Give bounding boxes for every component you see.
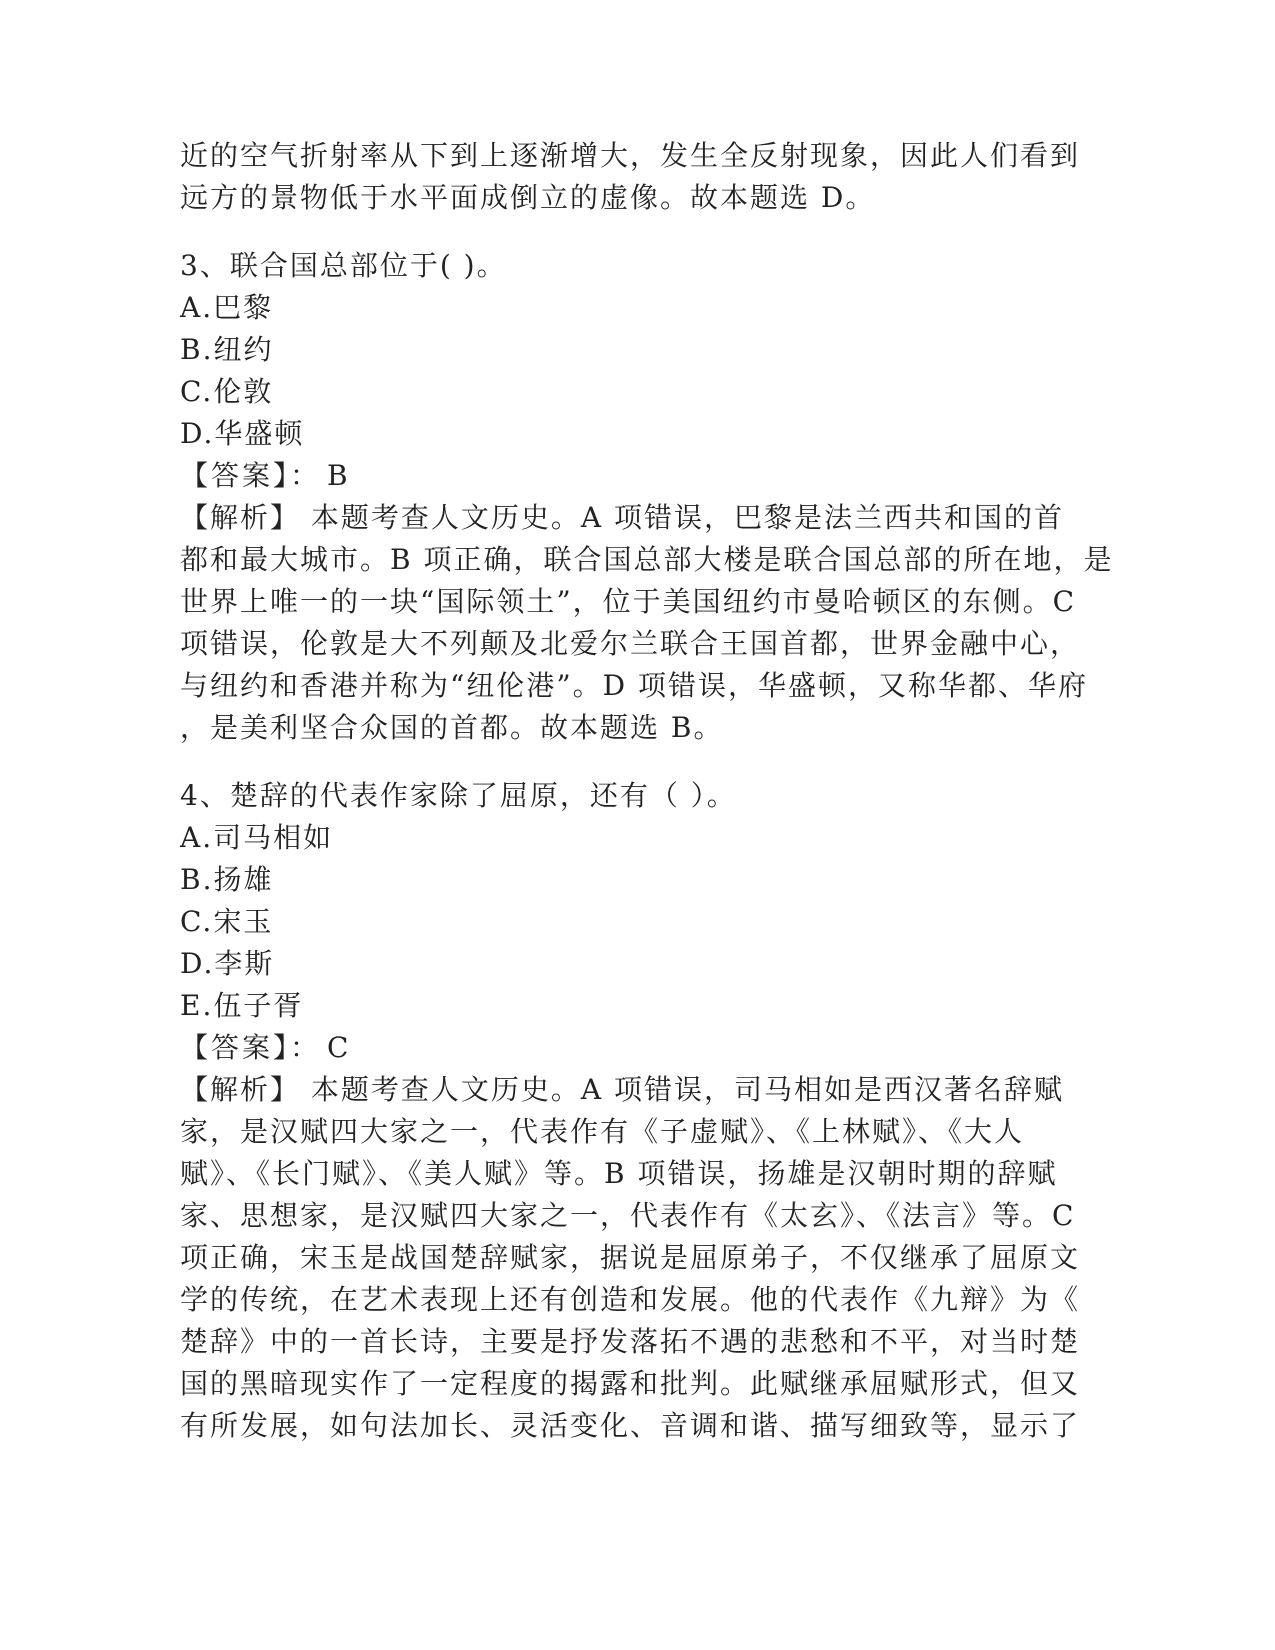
option-a: A.巴黎 — [180, 291, 274, 324]
analysis-line: 家、思想家，是汉赋四大家之一，代表作有《太玄》、《法言》等。C — [180, 1199, 1076, 1232]
previous-analysis-tail — [180, 135, 1081, 219]
analysis-line: 【解析】 本题考查人文历史。A 项错误，司马相如是西汉著名辞赋 — [180, 1073, 1065, 1106]
text-line: 近的空气折射率从下到上逐渐增大，发生全反射现象，因此人们看到 — [180, 139, 1081, 172]
option-b: B.扬雄 — [180, 863, 274, 896]
analysis — [180, 497, 1114, 749]
question-3 — [180, 245, 1114, 749]
analysis-line: 项正确，宋玉是战国楚辞赋家，据说是屈原弟子，不仅继承了屈原文 — [180, 1241, 1081, 1274]
option-e: E.伍子胥 — [180, 989, 304, 1022]
analysis-line: 都和最大城市。B 项正确，联合国总部大楼是联合国总部的所在地，是 — [180, 543, 1114, 576]
analysis-line: 楚辞》中的一首长诗，主要是抒发落拓不遇的悲愁和不平，对当时楚 — [180, 1325, 1081, 1358]
answer-label: 【答案】： — [180, 459, 322, 492]
analysis-line: 世界上唯一的一块“国际领土”，位于美国纽约市曼哈顿区的东侧。C — [180, 585, 1077, 618]
question-stem: 3、联合国总部位于( )。 — [180, 249, 507, 282]
option-c: C.伦敦 — [180, 375, 274, 408]
answer-value: B — [327, 459, 350, 492]
analysis-line: 有所发展，如句法加长、灵活变化、音调和谐、描写细致等，显示了 — [180, 1409, 1081, 1442]
option-a: A.司马相如 — [180, 821, 334, 854]
document-page — [180, 135, 1114, 1447]
answer-label: 【答案】： — [180, 1031, 322, 1064]
answer-line — [180, 455, 1060, 497]
answer-line — [180, 1027, 1060, 1069]
option-d: D.李斯 — [180, 947, 275, 980]
text-line: 远方的景物低于水平面成倒立的虚像。故本题选 D。 — [180, 181, 876, 214]
answer-value: C — [327, 1031, 351, 1064]
option-b: B.纽约 — [180, 333, 274, 366]
analysis — [180, 1069, 1081, 1447]
analysis-line: 国的黑暗现实作了一定程度的揭露和批判。此赋继承屈赋形式，但又 — [180, 1367, 1081, 1400]
option-c: C.宋玉 — [180, 905, 274, 938]
analysis-line: 家，是汉赋四大家之一，代表作有《子虚赋》、《上林赋》、《大人 — [180, 1115, 1025, 1148]
analysis-line: 赋》、《长门赋》、《美人赋》等。B 项错误，扬雄是汉朝时期的辞赋 — [180, 1157, 1058, 1190]
analysis-line: 学的传统，在艺术表现上还有创造和发展。他的代表作《九辩》为《 — [180, 1283, 1081, 1316]
analysis-line: 项错误，伦敦是大不列颠及北爱尔兰联合王国首都，世界金融中心， — [180, 627, 1081, 660]
analysis-line: 与纽约和香港并称为“纽伦港”。D 项错误，华盛顿，又称华都、华府 — [180, 669, 1088, 702]
option-d: D.华盛顿 — [180, 417, 305, 450]
analysis-line: 【解析】 本题考查人文历史。A 项错误，巴黎是法兰西共和国的首 — [180, 501, 1065, 534]
question-stem: 4、楚辞的代表作家除了屈原，还有（ ）。 — [180, 779, 737, 812]
analysis-line: ，是美利坚合众国的首都。故本题选 B。 — [180, 711, 724, 744]
question-4 — [180, 775, 1081, 1447]
